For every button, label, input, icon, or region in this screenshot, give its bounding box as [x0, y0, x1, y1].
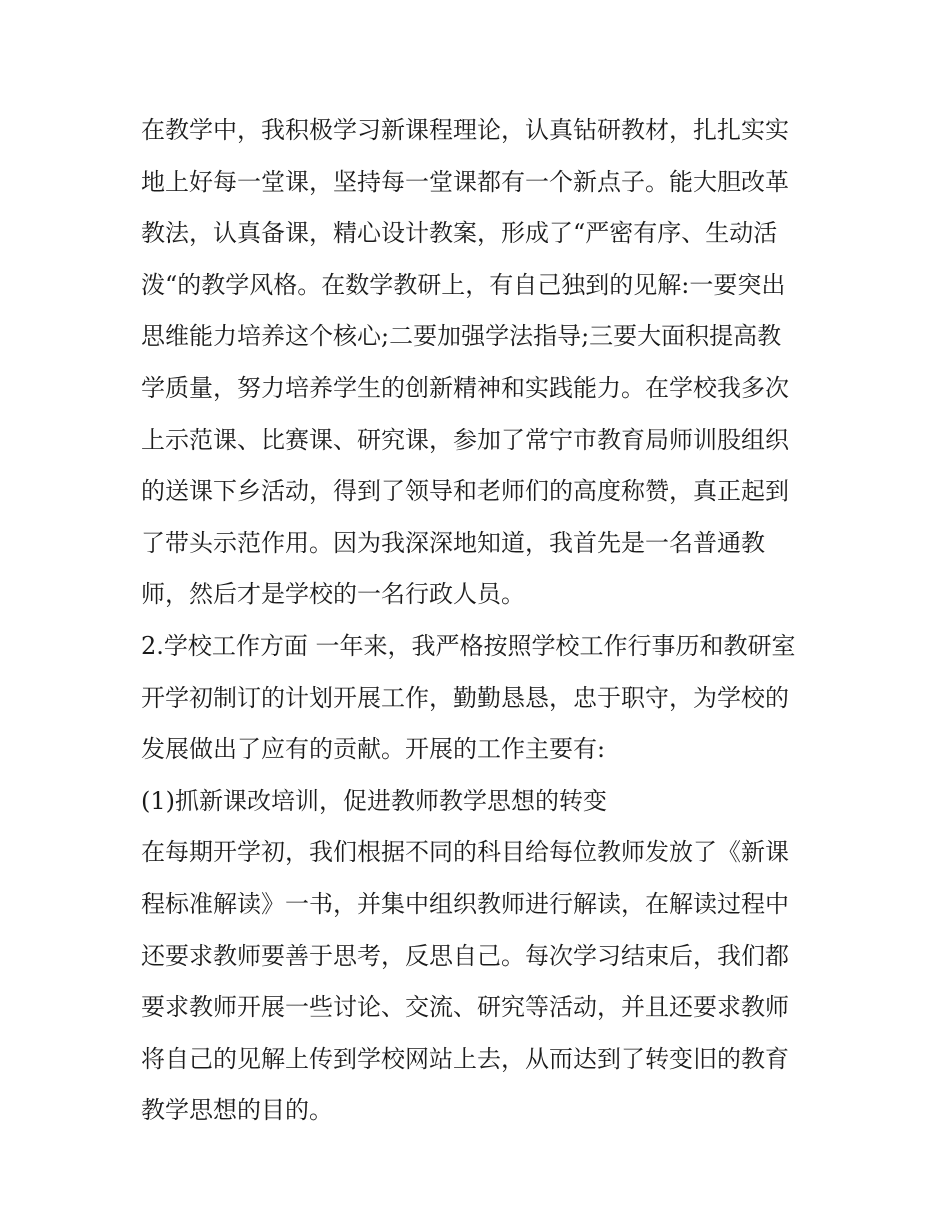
text-line: 了带头示范作用。因为我深深地知道，我首先是一名普通教 [141, 528, 765, 557]
text-line: 还要求教师要善于思考，反思自己。每次学习结束后，我们都 [141, 941, 789, 970]
text-line: 师，然后才是学校的一名行政人员。 [141, 580, 525, 609]
text-line: 在教学中，我积极学习新课程理论，认真钻研教材，扎扎实实 [141, 116, 789, 144]
document-body [141, 105, 813, 1137]
text-line: 的送课下乡活动，得到了领导和老师们的高度称赞，真正起到 [141, 477, 789, 506]
text-line: 泼“的教学风格。在数学教研上，有自己独到的见解:一要突出 [141, 270, 786, 299]
text-line: 教学思想的目的。 [141, 1096, 333, 1125]
text-line: 上示范课、比赛课、研究课，参加了常宁市教育局师训股组织 [141, 425, 789, 454]
text-line: 将自己的见解上传到学校网站上去，从而达到了转变旧的教育 [141, 1044, 789, 1073]
text-line: 发展做出了应有的贡献。开展的工作主要有: [141, 735, 606, 764]
text-line: 在每期开学初，我们根据不同的科目给每位教师发放了《新课 [141, 838, 789, 867]
text-line: 地上好每一堂课，坚持每一堂课都有一个新点子。能大胆改革 [141, 167, 789, 196]
text-line: 学质量，努力培养学生的创新精神和实践能力。在学校我多次 [141, 373, 789, 402]
text-line: 要求教师开展一些讨论、交流、研究等活动，并且还要求教师 [141, 993, 789, 1022]
section-heading-line: 2.学校工作方面 一年来，我严格按照学校工作行事历和教研室 [141, 631, 796, 660]
text-line: 教法，认真备课，精心设计教案，形成了“严密有序、生动活 [141, 219, 778, 248]
text-line: 思维能力培养这个核心;二要加强学法指导;三要大面积提高教 [141, 322, 782, 351]
text-line: 开学初制订的计划开展工作，勤勤恳恳，忠于职守，为学校的 [141, 683, 789, 712]
text-line: 程标准解读》一书，并集中组织教师进行解读，在解读过程中 [141, 889, 789, 918]
subheading-line: (1)抓新课改培训，促进教师教学思想的转变 [141, 786, 607, 815]
